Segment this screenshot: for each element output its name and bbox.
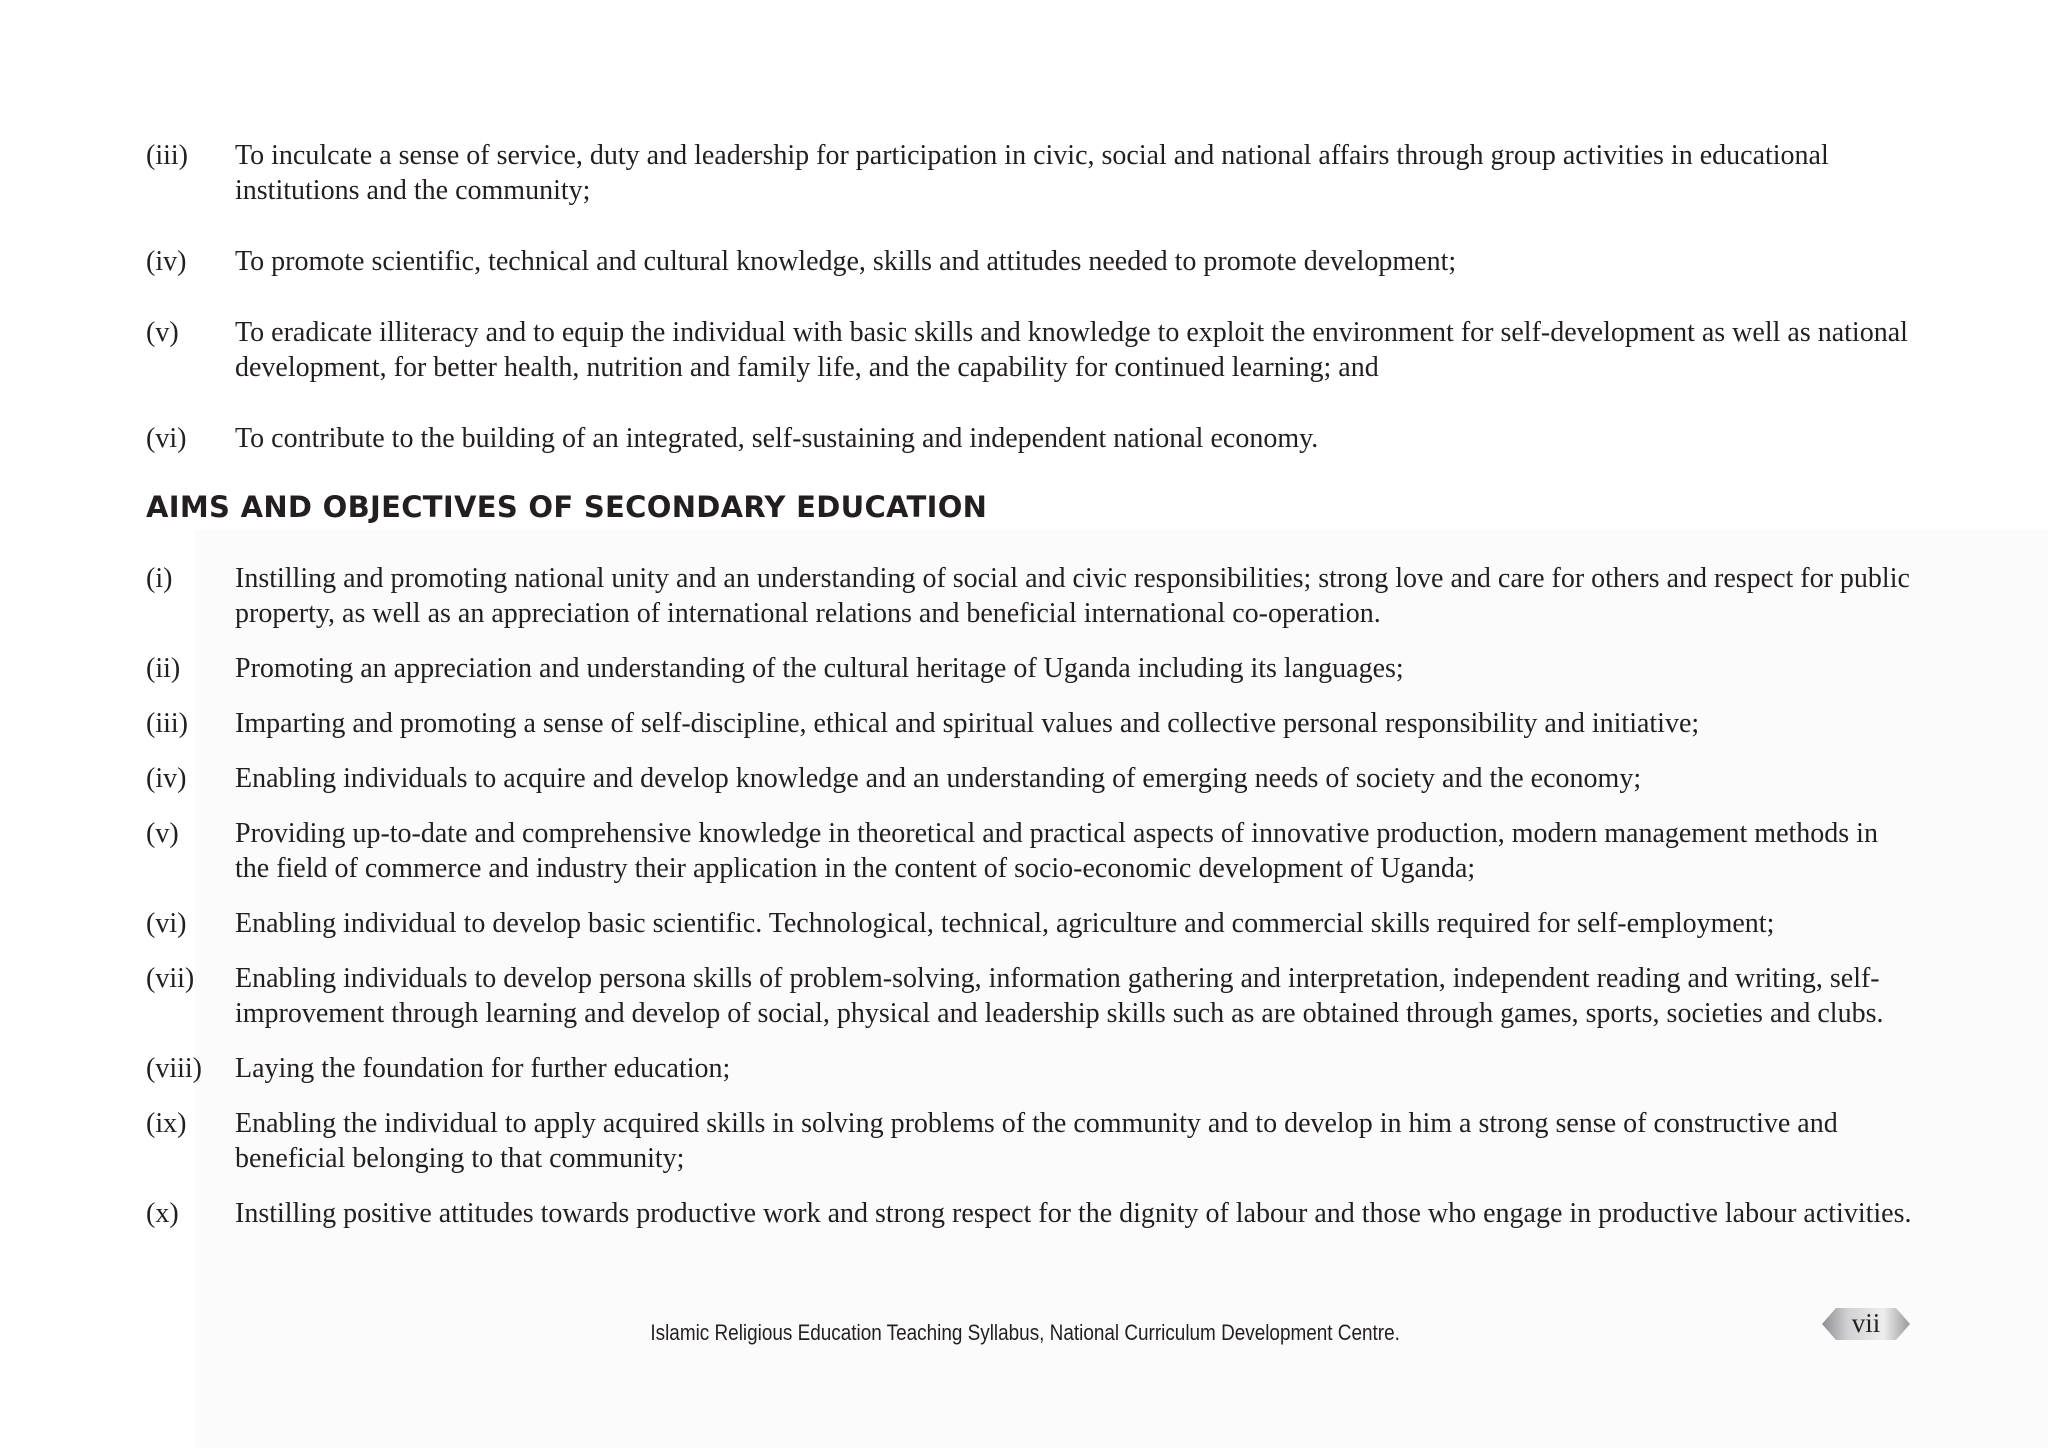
item-number: (v) (146, 317, 179, 348)
footer-caption: Islamic Religious Education Teaching Syllabus, National Curriculum Development Centre. (650, 1320, 1400, 1345)
item-number: (iv) (146, 763, 187, 794)
list-item (146, 906, 1916, 941)
item-number: (i) (146, 563, 173, 594)
item-number: (vi) (146, 423, 187, 454)
list-item (146, 138, 1916, 208)
item-text: Instilling positive attitudes towards productive work and strong respect for the dignity of labour and those who engage in productive labour activities. (235, 1198, 1912, 1229)
item-text: Laying the foundation for further education; (235, 1053, 731, 1084)
page-number: vii (1851, 1308, 1881, 1338)
item-text: To contribute to the building of an integrated, self-sustaining and independent national economy. (235, 423, 1319, 454)
secondary-aims-list (146, 561, 1916, 1231)
item-text: To promote scientific, technical and cultural knowledge, skills and attitudes needed to promote development; (235, 246, 1457, 277)
page-number-badge (1822, 1306, 1910, 1342)
item-number: (x) (146, 1198, 179, 1229)
item-number: (vi) (146, 908, 187, 939)
list-item (146, 1051, 1916, 1086)
list-item (146, 1106, 1916, 1176)
item-text: To eradicate illiteracy and to equip the individual with basic skills and knowledge to exploit the environment for self-development as well as national development, for better health, nutrition and family life, and the capability for continued learning; and (235, 317, 1908, 383)
item-number: (iii) (146, 708, 188, 739)
item-text: Instilling and promoting national unity and an understanding of social and civic responsibilities; strong love and care for others and respect for public property, as well as an appreciation of international relations and beneficial international co-operation. (235, 563, 1910, 629)
item-text: Enabling the individual to apply acquired skills in solving problems of the community and to develop in him a strong sense of constructive and beneficial belonging to that community; (235, 1108, 1838, 1174)
item-number: (viii) (146, 1053, 202, 1084)
general-aims-list (146, 138, 1916, 456)
document-body (146, 138, 1916, 1231)
list-item (146, 706, 1916, 741)
item-text: Imparting and promoting a sense of self-discipline, ethical and spiritual values and collective personal responsibility and initiative; (235, 708, 1700, 739)
item-text: To inculcate a sense of service, duty and leadership for participation in civic, social and national affairs through group activities in educational institutions and the community; (235, 140, 1829, 206)
list-item (146, 651, 1916, 686)
section-heading: AIMS AND OBJECTIVES OF SECONDARY EDUCATION (146, 490, 988, 524)
list-item (146, 761, 1916, 796)
item-number: (iv) (146, 246, 187, 277)
list-item (146, 244, 1916, 279)
item-number: (vii) (146, 963, 195, 994)
item-text: Enabling individuals to acquire and develop knowledge and an understanding of emerging needs of society and the economy; (235, 763, 1642, 794)
item-number: (ii) (146, 653, 181, 684)
item-number: (v) (146, 818, 179, 849)
list-item (146, 561, 1916, 631)
item-number: (iii) (146, 140, 188, 171)
list-item (146, 421, 1916, 456)
item-number: (ix) (146, 1108, 187, 1139)
list-item (146, 315, 1916, 385)
item-text: Providing up-to-date and comprehensive knowledge in theoretical and practical aspects of innovative production, modern management methods in the field of commerce and industry their application in the content of socio-economic development of Uganda; (235, 818, 1878, 884)
list-item (146, 816, 1916, 886)
item-text: Promoting an appreciation and understanding of the cultural heritage of Uganda including its languages; (235, 653, 1404, 684)
list-item (146, 961, 1916, 1031)
list-item (146, 1196, 1916, 1231)
item-text: Enabling individual to develop basic scientific. Technological, technical, agriculture and commercial skills required for self-employment; (235, 908, 1775, 939)
item-text: Enabling individuals to develop persona skills of problem-solving, information gathering and interpretation, independent reading and writing, self-improvement through learning and develop of social, physical and leadership skills such as are obtained through games, sports, societies and clubs. (235, 963, 1884, 1029)
